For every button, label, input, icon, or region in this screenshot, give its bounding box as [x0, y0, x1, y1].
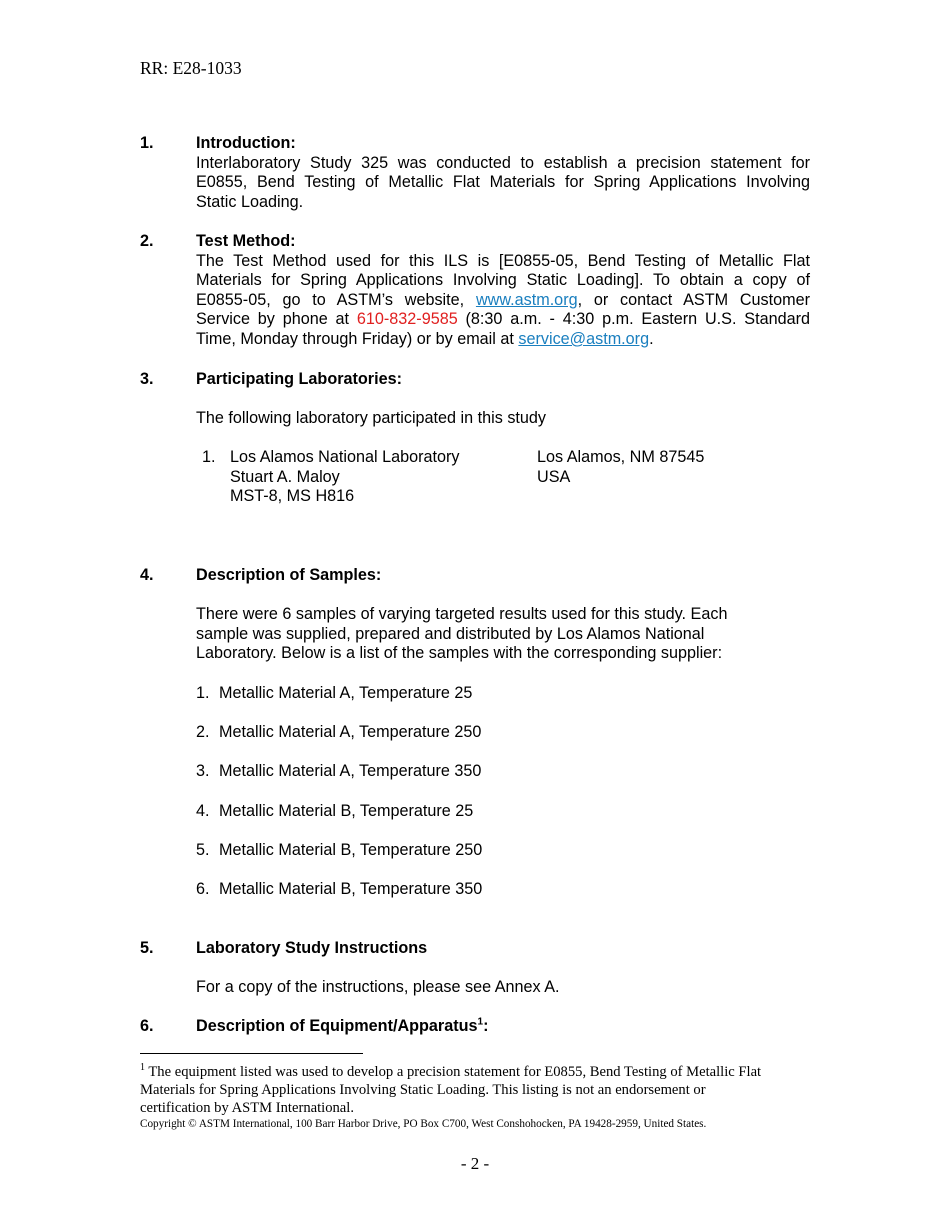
section-2-title: Test Method: — [196, 232, 296, 250]
sample-number: 5. — [196, 841, 210, 859]
section-2-line-2: Materials for Spring Applications Involving Static Loading]. To obtain a copy of — [196, 271, 810, 290]
section-5-number: 5. — [140, 939, 154, 957]
lab-number: 1. — [202, 448, 216, 466]
list-item — [196, 880, 483, 899]
sample-text: Metallic Material B, Temperature 350 — [219, 880, 483, 898]
list-item — [196, 762, 482, 781]
section-1-line-2: E0855, Bend Testing of Metallic Flat Materials for Spring Applications Involving — [196, 173, 810, 192]
footnote — [140, 1063, 810, 1118]
section-1-number: 1. — [140, 134, 154, 152]
footnote-divider — [140, 1053, 363, 1054]
footnote-line-2: Materials for Spring Applications Involving Static Loading. This listing is not an endorsement or — [140, 1082, 706, 1099]
section-2-line-4-pre: Service by phone at — [196, 310, 350, 329]
section-1 — [196, 134, 810, 212]
sample-text: Metallic Material B, Temperature 250 — [219, 841, 483, 859]
section-1-title: Introduction: — [196, 134, 296, 152]
list-item — [196, 723, 482, 742]
customer-service-phone: 610-832-9585 — [356, 310, 458, 329]
lab-mail-stop: MST-8, MS H816 — [230, 487, 355, 506]
lab-name: Los Alamos National Laboratory — [230, 448, 460, 466]
section-4-para-line-3: Laboratory. Below is a list of the samples with the corresponding supplier: — [196, 644, 723, 663]
footnote-line-1 — [140, 1063, 810, 1081]
sample-text: Metallic Material A, Temperature 250 — [219, 723, 482, 741]
section-2-line-5-pre: Time, Monday through Friday) or by email at — [196, 329, 514, 348]
lab-location-block — [537, 448, 704, 487]
footnote-marker: 1 — [140, 1062, 145, 1074]
sample-text: Metallic Material A, Temperature 25 — [219, 684, 473, 702]
list-item — [196, 684, 473, 703]
lab-city: Los Alamos, NM 87545 — [537, 448, 705, 466]
section-1-line-1: Interlaboratory Study 325 was conducted to establish a precision statement for — [196, 153, 810, 172]
lab-address-block — [230, 448, 459, 507]
sample-number: 3. — [196, 762, 210, 780]
lab-country: USA — [537, 467, 571, 486]
sample-text: Metallic Material B, Temperature 25 — [219, 802, 474, 820]
section-2-line-4-post: (8:30 a.m. - 4:30 p.m. Eastern U.S. Standard — [465, 310, 810, 329]
section-2-line-3-post: , or contact ASTM Customer — [577, 290, 810, 309]
section-2 — [196, 232, 810, 350]
footnote-reference[interactable]: 1 — [477, 1016, 484, 1028]
sample-number: 1. — [196, 684, 210, 702]
section-3-title: Participating Laboratories: — [196, 370, 402, 388]
section-4-para-line-1: There were 6 samples of varying targeted results used for this study. Each — [196, 605, 728, 623]
section-2-line-1: The Test Method used for this ILS is [E0855-05, Bend Testing of Metallic Flat — [196, 251, 810, 270]
sample-number: 6. — [196, 880, 210, 898]
footnote-line-3: certification by ASTM International. — [140, 1100, 354, 1117]
astm-website-link[interactable]: www.astm.org — [475, 290, 578, 309]
section-3-intro: The following laboratory participated in this study — [196, 409, 547, 427]
list-item — [196, 802, 474, 821]
section-6-title-line — [196, 1017, 488, 1036]
section-2-line-3-pre: E0855-05, go to ASTM’s website, — [196, 290, 465, 309]
lab-contact: Stuart A. Maloy — [230, 467, 340, 486]
section-2-number: 2. — [140, 232, 154, 250]
section-4-para-line-2: sample was supplied, prepared and distributed by Los Alamos National — [196, 624, 705, 643]
footnote-text-1: The equipment listed was used to develop a precision statement for E0855, Bend Testing of Metallic Flat — [148, 1064, 762, 1080]
sample-text: Metallic Material A, Temperature 350 — [219, 762, 482, 780]
section-2-line-5 — [196, 330, 810, 350]
document-code: RR: E28-1033 — [140, 58, 242, 78]
page-number: - 2 - — [460, 1154, 490, 1173]
list-item — [196, 841, 483, 860]
section-1-line-3: Static Loading. — [196, 192, 304, 211]
section-2-line-5-post: . — [649, 329, 654, 348]
section-3-number: 3. — [140, 370, 154, 388]
sample-number: 4. — [196, 802, 210, 820]
section-4-number: 4. — [140, 566, 154, 584]
section-2-line-3 — [196, 291, 810, 311]
section-2-line-4 — [196, 310, 810, 330]
section-6-colon: : — [483, 1017, 489, 1035]
service-email-link[interactable]: service@astm.org — [518, 329, 650, 348]
section-6-title: Description of Equipment/Apparatus — [196, 1017, 478, 1035]
section-4-paragraph — [196, 605, 727, 664]
copyright-notice: Copyright © ASTM International, 100 Barr Harbor Drive, PO Box C700, West Conshohocken, PA 19428-2959, United States. — [140, 1118, 707, 1130]
section-5-text: For a copy of the instructions, please see Annex A. — [196, 978, 560, 996]
section-4-title: Description of Samples: — [196, 566, 382, 584]
section-6-number: 6. — [140, 1017, 154, 1035]
sample-number: 2. — [196, 723, 210, 741]
section-5-title: Laboratory Study Instructions — [196, 939, 428, 957]
